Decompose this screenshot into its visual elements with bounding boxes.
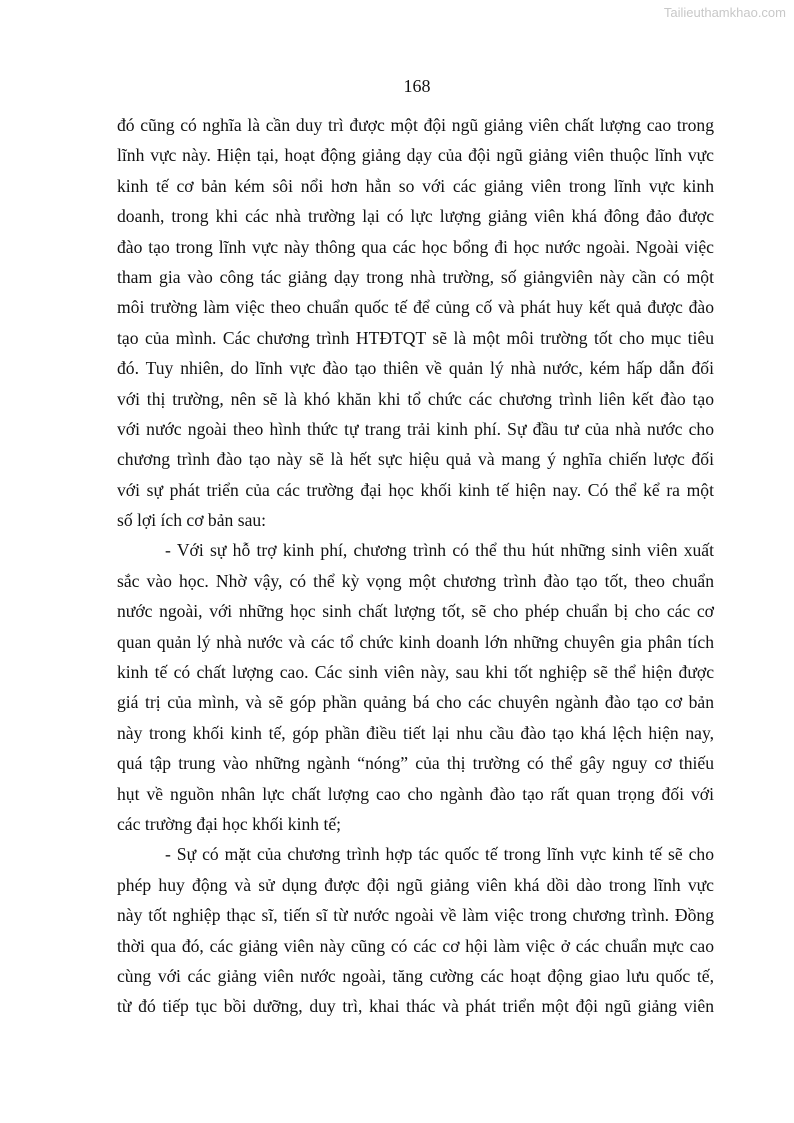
document-body [117, 110, 714, 1022]
text-line: đó cũng có nghĩa là cần duy trì được một đội ngũ giảng viên chất lượng cao trong [117, 115, 714, 135]
text-line: kinh tế có chất lượng cao. Các sinh viên này, sau khi tốt nghiệp sẽ thể hiện được [117, 662, 714, 683]
text-line: số lợi ích cơ bản sau: [117, 510, 267, 531]
text-line: thời qua đó, các giảng viên này cũng có các cơ hội làm việc ở các chuẩn mực cao [117, 935, 714, 956]
paragraph [117, 110, 714, 535]
text-line: giá trị của mình, và sẽ góp phần quảng bá cho các chuyên ngành đào tạo cơ bản [117, 692, 714, 713]
text-line: đào tạo trong lĩnh vực này thông qua các học bổng đi học nước ngoài. Ngoài việc [117, 236, 714, 257]
text-line: tham gia vào công tác giảng dạy trong nhà trường, số giảngviên này cần có một [117, 266, 714, 287]
text-line: kinh tế cơ bản kém sôi nổi hơn hẳn so với các giảng viên trong lĩnh vực kinh [117, 175, 714, 196]
paragraph [117, 535, 714, 839]
text-line: với thị trường, nên sẽ là khó khăn khi tổ chức các chương trình liên kết đào tạo [117, 388, 714, 409]
text-line: doanh, trong khi các nhà trường lại có lực lượng giảng viên khá đông đảo được [117, 206, 714, 227]
text-line: lĩnh vực này. Hiện tại, hoạt động giảng dạy của đội ngũ giảng viên thuộc lĩnh vực [117, 145, 714, 166]
paragraph [117, 839, 714, 1021]
text-line: đó. Tuy nhiên, do lĩnh vực đào tạo thiên về quản lý nhà nước, kém hấp dẫn đối [117, 358, 714, 379]
text-line: với sự phát triển của các trường đại học khối kinh tế hiện nay. Có thể kể ra một [117, 479, 714, 500]
text-line: nước ngoài, với những học sinh chất lượng tốt, sẽ cho phép chuẩn bị cho các cơ [117, 601, 714, 622]
text-line: này trong khối kinh tế, góp phần điều tiết lại nhu cầu đào tạo khá lệch hiện nay, [117, 722, 714, 743]
text-line: môi trường làm việc theo chuẩn quốc tế để củng cố và phát huy kết quả được đào [117, 297, 714, 318]
text-line: từ đó tiếp tục bồi dưỡng, duy trì, khai thác và phát triển một đội ngũ giảng viên [117, 996, 714, 1017]
page-number: 168 [403, 76, 431, 96]
text-line: hụt về nguồn nhân lực chất lượng cao cho ngành đào tạo rất quan trọng đối với [117, 783, 714, 804]
text-line: sắc vào học. Nhờ vậy, có thể kỳ vọng một chương trình đào tạo tốt, theo chuẩn [117, 570, 714, 591]
text-line: các trường đại học khối kinh tế; [117, 813, 342, 834]
text-line: này tốt nghiệp thạc sĩ, tiến sĩ từ nước ngoài về làm việc trong chương trình. Đồng [117, 905, 714, 926]
text-line: - Sự có mặt của chương trình hợp tác quốc tế trong lĩnh vực kinh tế sẽ cho [165, 844, 714, 865]
text-line: cùng với các giảng viên nước ngoài, tăng cường các hoạt động giao lưu quốc tế, [117, 965, 714, 986]
text-line: - Với sự hỗ trợ kinh phí, chương trình có thể thu hút những sinh viên xuất [165, 540, 714, 561]
text-line: với nước ngoài theo hình thức tự trang trải kinh phí. Sự đầu tư của nhà nước cho [117, 418, 714, 439]
text-line: phép huy động và sử dụng được đội ngũ giảng viên khá dồi dào trong lĩnh vực [117, 874, 714, 895]
text-line: quá tập trung vào những ngành “nóng” của thị trường có thể gây nguy cơ thiếu [117, 753, 714, 774]
watermark: Tailieuthamkhao.com [663, 5, 786, 20]
text-line: quan quản lý nhà nước và các tổ chức kinh doanh lớn những chuyên gia phân tích [117, 631, 714, 652]
text-line: tạo của mình. Các chương trình HTĐTQT sẽ là một môi trường tốt cho mục tiêu [117, 327, 714, 348]
text-line: chương trình đào tạo này sẽ là hết sực hiệu quả và mang ý nghĩa chiến lược đối [117, 449, 714, 470]
